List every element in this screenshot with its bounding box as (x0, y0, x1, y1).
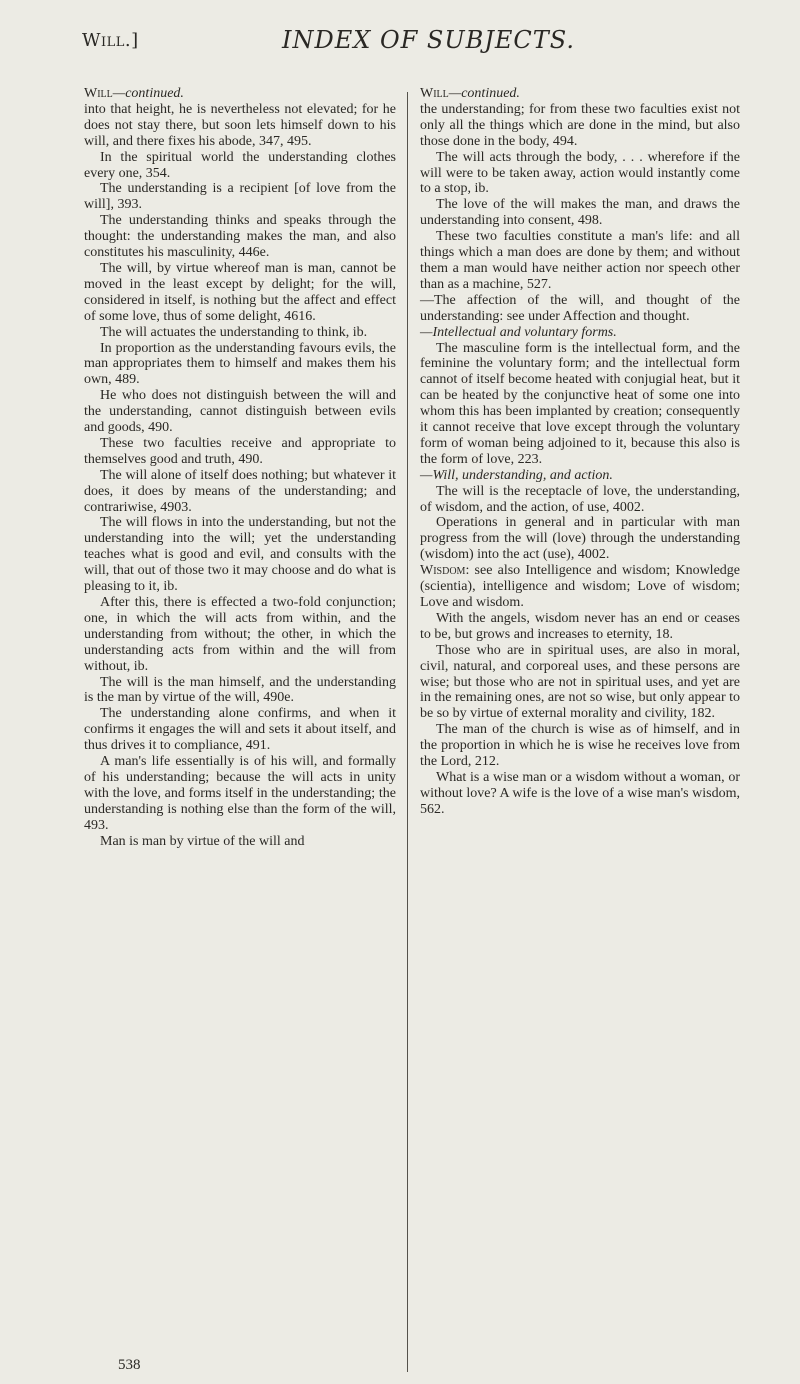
entry-heading: Will—continued. (84, 86, 184, 101)
paragraph: These two faculties constitute a man's life: and all things which a man does are done by them; and without them a man would have neither action nor speech other than as a machine, 527. (420, 229, 740, 292)
paragraph: The will is the man himself, and the understanding is the man by virtue of the will, 490e. (84, 674, 396, 706)
entry-heading: Wisdom: see also Intelligence and wisdom; Knowledge (scientia), intelligence and wisdom; Love of wisdom; Love and wisdom. (420, 563, 740, 610)
right-column (420, 86, 740, 818)
paragraph: The man of the church is wise as of himself, and in the proportion in which he is wise he receives love from the Lord, 212. (420, 722, 740, 770)
paragraph: What is a wise man or a wisdom without a woman, or without love? A wife is the love of a wise man's wisdom, 562. (420, 769, 740, 817)
paragraph: Those who are in spiritual uses, are also in moral, civil, natural, and corporeal uses, and these persons are wise; but those who are not in spiritual uses, and yet are in the remaining ones, are not so wise, but only appear to be so by virtue of external morality and civility, 182. (420, 642, 740, 722)
paragraph: He who does not distinguish between the will and the understanding, cannot distinguish between evils and goods, 490. (84, 388, 396, 436)
paragraph: The masculine form is the intellectual form, and the feminine the voluntary form; and the intellectual form cannot of itself become heated with conjugial heat, but it can be heated by the conjunctive heat of some one into whom this has been implanted by creation; consequently it cannot receive that love except through the voluntary form of woman being adjoined to it, because this also is the form of love, 223. (420, 340, 740, 467)
paragraph: Man is man by virtue of the will and (100, 833, 305, 849)
subheading: —Intellectual and voluntary forms. (420, 324, 617, 340)
paragraph: A man's life essentially is of his will, and formally of his understanding; because the will acts in unity with the love, and forms itself in the understanding; the understanding is nothing else than the form of the will, 493. (84, 754, 396, 833)
paragraph: The will flows in into the understanding, but not the understanding into the will; yet the understanding teaches what is good and evil, and consults with the will, that out of those two it may choose and do what is pleasing to it, ib. (84, 515, 396, 595)
paragraph: The love of the will makes the man, and draws the understanding into consent, 498. (420, 197, 740, 229)
paragraph: the understanding; for from these two faculties exist not only all the things which are done in the mind, but also those done in the body, 494. (420, 101, 740, 149)
subheading: —The affection of the will, and thought of the understanding: see under Affection and thought. (420, 292, 740, 324)
paragraph: With the angels, wisdom never has an end or ceases to be, but grows and increases to eternity, 18. (420, 610, 740, 642)
paragraph: The understanding thinks and speaks through the thought: the understanding makes the man, and also constitutes his masculinity, 446e. (84, 213, 396, 261)
entry-heading: Will—continued. (420, 86, 520, 101)
paragraph: In the spiritual world the understanding clothes every one, 354. (84, 149, 396, 181)
paragraph: Operations in general and in particular with man progress from the will (love) through the understanding (wisdom) into the act (use), 4002. (420, 515, 740, 563)
left-column (84, 86, 396, 850)
paragraph: The will is the receptacle of love, the understanding, of wisdom, and the action, of use, 4002. (420, 483, 740, 515)
page-number: 538 (118, 1357, 141, 1373)
paragraph: The will actuates the understanding to think, ib. (100, 324, 368, 340)
paragraph: The will, by virtue whereof man is man, cannot be moved in the least except by delight; for the will, considered in itself, is nothing but the affect and effect of some love, thus of some delight, 4616. (84, 260, 396, 324)
column-divider (407, 92, 408, 1372)
running-head-title: INDEX OF SUBJECTS. (282, 26, 575, 54)
paragraph: The understanding alone confirms, and when it confirms it engages the will and sets it about itself, and thus drives it to compliance, 491. (84, 706, 396, 754)
subheading: —Will, understanding, and action. (420, 467, 613, 483)
paragraph: The will acts through the body, . . . wherefore if the will were to be taken away, action would instantly come to a stop, ib. (420, 149, 740, 197)
paragraph: The will alone of itself does nothing; but whatever it does, it does by means of the understanding; and contrariwise, 4903. (84, 467, 396, 515)
paragraph: These two faculties receive and appropriate to themselves good and truth, 490. (84, 435, 396, 467)
paragraph: After this, there is effected a two-fold conjunction; one, in which the will acts from within, and the understanding from without; the other, in which the understanding acts from within and the will from without, ib. (84, 595, 396, 674)
running-head-entry: Will.] (82, 30, 139, 51)
paragraph: In proportion as the understanding favours evils, the man appropriates them to himself and makes them his own, 489. (84, 340, 396, 388)
paragraph: into that height, he is nevertheless not elevated; for he does not stay there, but soon lets himself down to his will, and there fixes his abode, 347, 495. (84, 101, 396, 149)
paragraph: The understanding is a recipient [of love from the will], 393. (84, 181, 396, 213)
